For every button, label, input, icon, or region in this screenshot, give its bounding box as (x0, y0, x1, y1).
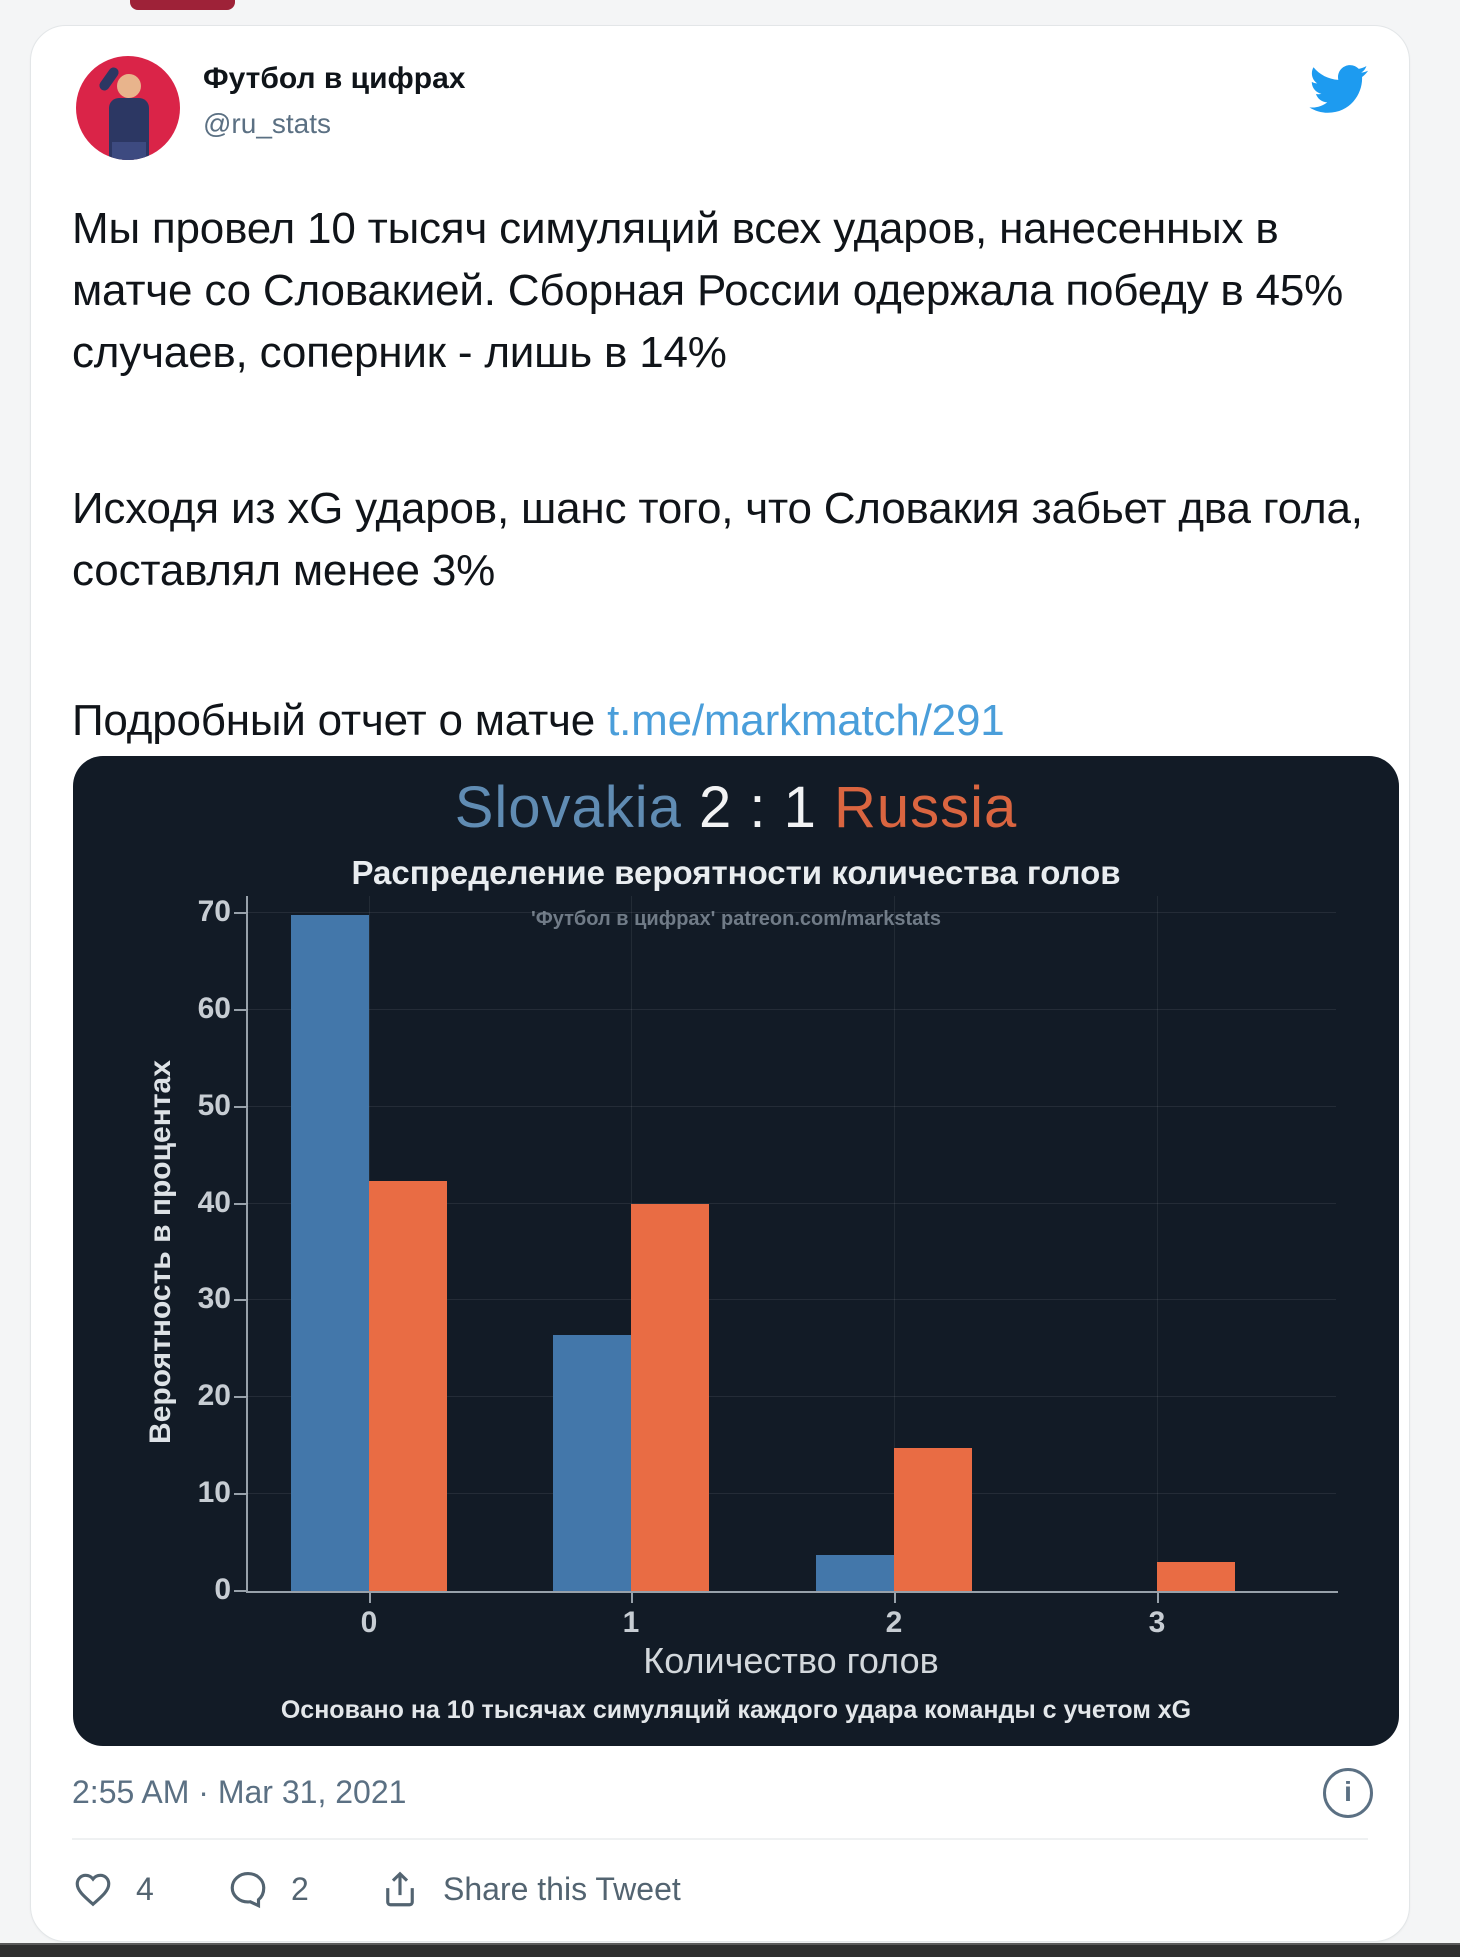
reply-count: 2 (291, 1870, 309, 1907)
divider (72, 1838, 1368, 1840)
x-axis-title: Количество голов (643, 1640, 939, 1681)
author-handle[interactable]: @ru_stats (203, 108, 332, 139)
y-tick-mark (234, 1493, 246, 1495)
timestamp[interactable]: 2:55 AM · Mar 31, 2021 (72, 1774, 407, 1810)
reply-button[interactable] (227, 1868, 309, 1910)
chart-subtitle: Распределение вероятности количества голов (351, 854, 1121, 891)
avatar-figure-shorts (112, 142, 146, 160)
y-tick-label: 20 (197, 1379, 231, 1413)
chart-image (73, 756, 1399, 1746)
tweet-paragraph-1: Мы провел 10 тысяч симуляций всех ударов, нанесенных в матче со Словакией. Сборная России одержала победу в 45% случаев, соперник - лишь в 14% (72, 204, 1344, 377)
y-tick-label: 10 (197, 1476, 231, 1510)
x-tick-label: 1 (622, 1606, 640, 1639)
bar-russia-1 (631, 1204, 709, 1591)
chart-title-part-1: 2 : 1 (681, 775, 835, 840)
chart-title (73, 774, 1399, 841)
share-button[interactable] (379, 1868, 681, 1910)
y-tick-mark (234, 1396, 246, 1398)
plot-area (246, 896, 1336, 1591)
chart-footnote: Основано на 10 тысячах симуляций каждого удара команды с учетом xG (280, 1696, 1192, 1724)
y-axis-label: Вероятность в процентах (144, 1060, 177, 1444)
bar-group-2 (816, 1448, 972, 1591)
avatar-figure-head (117, 74, 141, 98)
reply-bubble-icon (227, 1868, 269, 1910)
y-tick-mark (234, 1106, 246, 1108)
avatar[interactable] (76, 56, 180, 160)
y-tick-label: 0 (214, 1573, 231, 1606)
like-count: 4 (136, 1870, 154, 1907)
y-tick-label: 60 (197, 991, 231, 1025)
y-tick-mark (234, 1009, 246, 1011)
twitter-bird-icon[interactable] (1307, 58, 1369, 120)
chart-title-part-2: Russia (834, 775, 1018, 840)
y-tick-mark (234, 1203, 246, 1205)
bar-group-1 (553, 1204, 709, 1591)
x-tick-label: 2 (885, 1606, 903, 1639)
x-tick-mark (894, 1593, 896, 1603)
tweet-paragraph-3 (72, 690, 1378, 752)
x-axis-line (246, 1591, 1338, 1593)
telegram-link[interactable]: t.me/markmatch/291 (607, 696, 1005, 745)
y-tick-mark (234, 1590, 246, 1592)
x-tick-mark (369, 1593, 371, 1603)
y-tick-label: 40 (197, 1185, 231, 1219)
chart-title-part-0: Slovakia (454, 775, 682, 840)
bar-slovakia-0 (291, 915, 369, 1591)
author-name[interactable]: Футбол в цифрах (203, 62, 466, 95)
chart-credit: 'Футбол в цифрах' patreon.com/markstats (530, 908, 942, 930)
link-prefix-text: Подробный отчет о матче (72, 696, 608, 745)
cropped-element-above (130, 0, 235, 10)
bar-group-0 (291, 915, 447, 1591)
x-gridline (1157, 896, 1158, 1591)
like-button[interactable] (72, 1868, 154, 1910)
x-tick-mark (1157, 1593, 1159, 1603)
bar-russia-0 (369, 1181, 447, 1591)
share-icon (379, 1868, 421, 1910)
share-label: Share this Tweet (443, 1870, 681, 1907)
tweet-paragraph-2: Исходя из xG ударов, шанс того, что Словакия забьет два гола, составлял менее 3% (72, 484, 1363, 595)
bar-slovakia-2 (816, 1555, 894, 1591)
bar-russia-2 (894, 1448, 972, 1591)
x-tick-label: 3 (1148, 1606, 1166, 1639)
y-tick-mark (234, 912, 246, 914)
x-tick-mark (631, 1593, 633, 1603)
info-icon[interactable]: i (1323, 1768, 1373, 1818)
y-tick-label: 30 (197, 1282, 231, 1316)
y-tick-mark (234, 1299, 246, 1301)
y-gridline (246, 912, 1336, 913)
y-tick-label: 50 (197, 1088, 231, 1122)
bar-group-3 (1079, 1562, 1235, 1591)
x-tick-label: 0 (360, 1606, 378, 1639)
y-tick-label: 70 (197, 895, 231, 928)
heart-icon (72, 1868, 114, 1910)
bar-slovakia-1 (553, 1335, 631, 1591)
embedded-tweet-card (30, 25, 1410, 1942)
bar-russia-3 (1157, 1562, 1235, 1591)
